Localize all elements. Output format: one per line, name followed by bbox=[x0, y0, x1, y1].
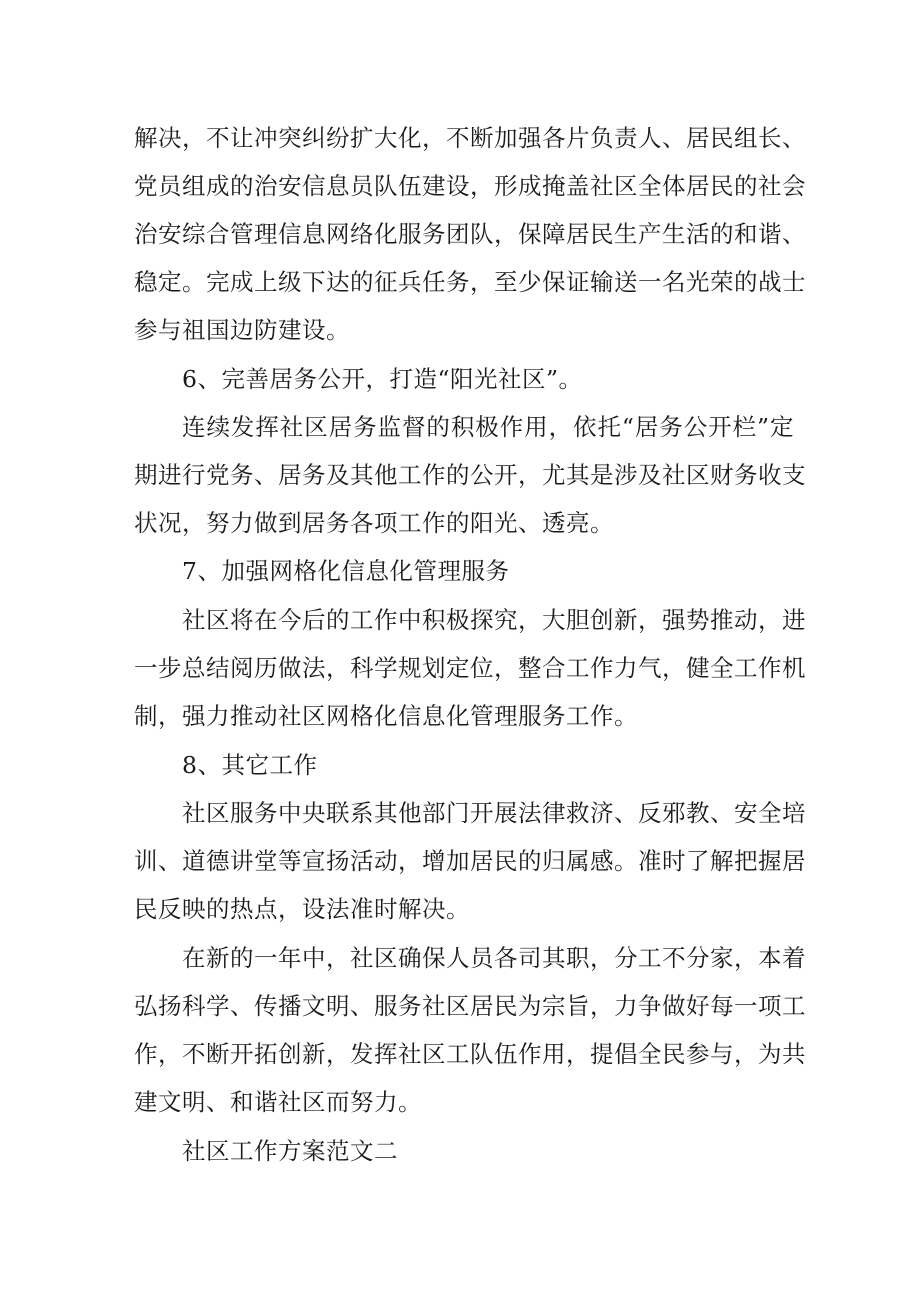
paragraph-line: 党员组成的治安信息员队伍建设，形成掩盖社区全体居民的社会 bbox=[134, 172, 806, 200]
paragraph-line: 治安综合管理信息网络化服务团队，保障居民生产生活的和谐、 bbox=[134, 220, 806, 248]
paragraph-line: 训、道德讲堂等宣扬活动，增加居民的归属感。准时了解把握居 bbox=[134, 847, 806, 875]
paragraph-line: 状况，努力做到居务各项工作的阳光、透亮。 bbox=[134, 509, 614, 537]
paragraph-line: 一步总结阅历做法，科学规划定位，整合工作力气，健全工作机 bbox=[134, 654, 806, 682]
paragraph-line: 期进行党务、居务及其他工作的公开，尤其是涉及社区财务收支 bbox=[134, 461, 806, 489]
section-heading-8: 8、其它工作 bbox=[182, 751, 318, 779]
paragraph-line: 社区服务中央联系其他部门开展法律救济、反邪教、安全培 bbox=[182, 799, 806, 827]
paragraph-line: 参与祖国边防建设。 bbox=[134, 316, 350, 344]
paragraph-line: 制，强力推动社区网格化信息化管理服务工作。 bbox=[134, 702, 638, 730]
paragraph-line: 建文明、和谐社区而努力。 bbox=[134, 1088, 422, 1116]
paragraph-line: 民反映的热点，设法准时解决。 bbox=[134, 895, 470, 923]
section-heading-6: 6、完善居务公开，打造“阳光社区”。 bbox=[182, 365, 583, 393]
paragraph-line: 在新的一年中，社区确保人员各司其职，分工不分家，本着 bbox=[182, 944, 806, 972]
paragraph-line: 解决，不让冲突纠纷扩大化，不断加强各片负责人、居民组长、 bbox=[134, 124, 806, 152]
paragraph-line: 稳定。完成上级下达的征兵任务，至少保证输送一名光荣的战士 bbox=[134, 268, 806, 296]
section-title: 社区工作方案范文二 bbox=[182, 1137, 398, 1165]
paragraph-line: 社区将在今后的工作中积极探究，大胆创新，强势推动，进 bbox=[182, 606, 806, 634]
paragraph-line: 作，不断开拓创新，发挥社区工队伍作用，提倡全民参与，为共 bbox=[134, 1040, 806, 1068]
paragraph-line: 弘扬科学、传播文明、服务社区居民为宗旨，力争做好每一项工 bbox=[134, 992, 806, 1020]
section-heading-7: 7、加强网格化信息化管理服务 bbox=[182, 557, 510, 585]
paragraph-line: 连续发挥社区居务监督的积极作用，依托“居务公开栏”定 bbox=[182, 413, 794, 441]
